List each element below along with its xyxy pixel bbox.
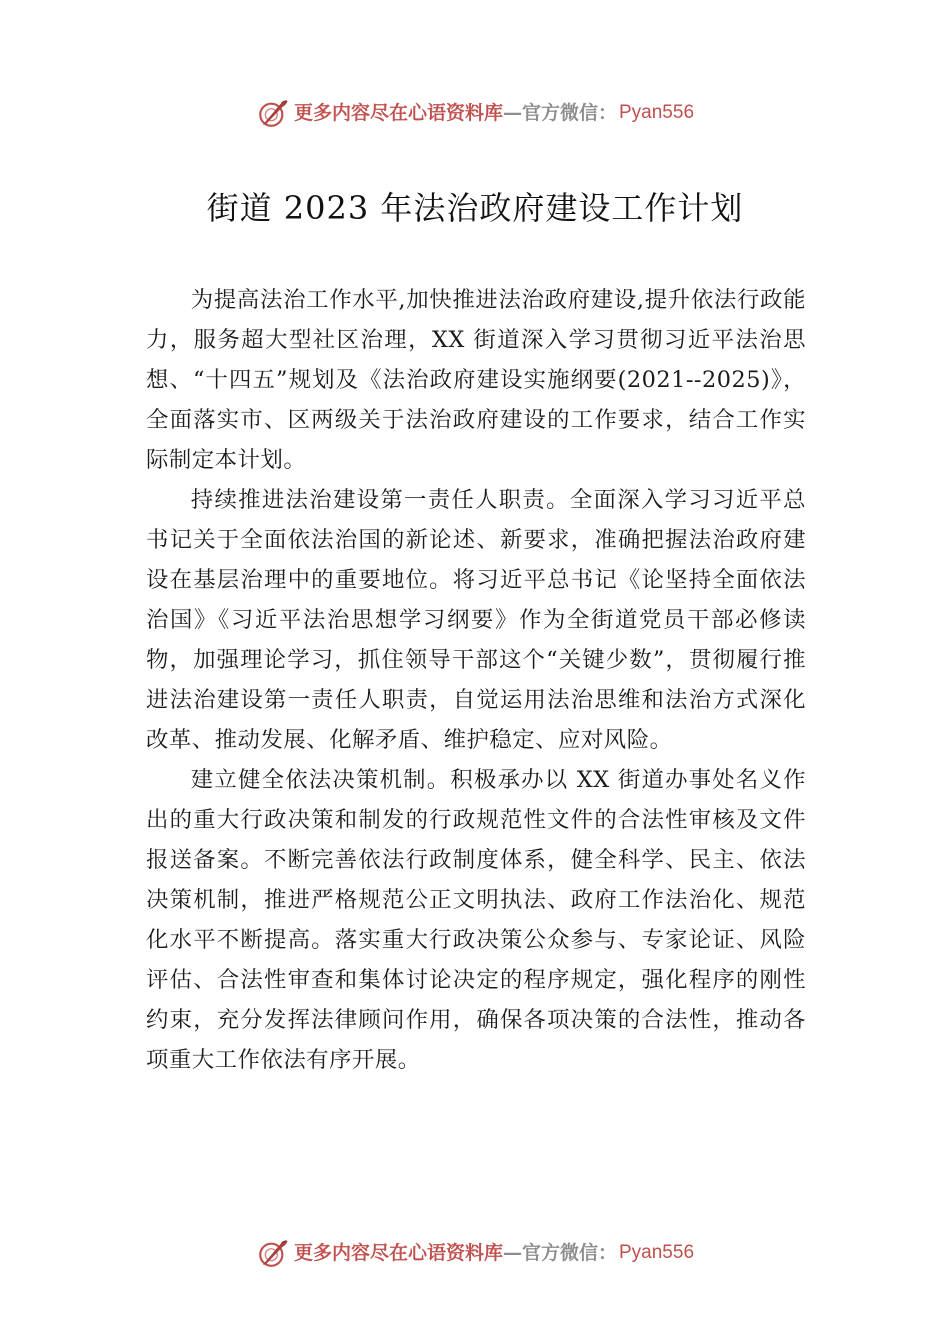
banner-wechat-id: Pyan556	[619, 1242, 695, 1263]
paragraph: 持续推进法治建设第一责任人职责。全面深入学习习近平总书记关于全面依法治国的新论述、新要求，准确把握法治政府建设在基层治理中的重要地位。将习近平总书记《论坚持全面依法治国》《习近平法治思想学习纲要》作为全街道党员干部必修读物，加强理论学习，抓住领导干部这个“关键少数”，贯彻履行推进法治建设第一责任人职责，自觉运用法治思维和法治方式深化改革、推动发展、化解矛盾、维护稳定、应对风险。	[146, 487, 806, 753]
paragraph: 为提高法治工作水平,加快推进法治政府建设,提升依法行政能力，服务超大型社区治理，XX 街道深入学习贯彻习近平法治思想、“十四五”规划及《法治政府建设实施纲要(2021--2025)》，全面落实市、区两级关于法治政府建设的工作要求，结合工作实际制定本计划。	[146, 287, 806, 473]
banner-main-text: 更多内容尽在心语资料库	[293, 102, 503, 124]
quill-pen-logo-icon	[256, 1236, 290, 1270]
quill-pen-logo-icon	[256, 96, 290, 130]
banner-separator-text: —官方微信：	[502, 1242, 617, 1264]
document-title: 街道 2023 年法治政府建设工作计划	[206, 189, 744, 227]
banner-main-text: 更多内容尽在心语资料库	[293, 1242, 503, 1264]
footer-banner	[0, 1236, 950, 1270]
paragraph: 建立健全依法决策机制。积极承办以 XX 街道办事处名义作出的重大行政决策和制发的行政规范性文件的合法性审核及文件报送备案。不断完善依法行政制度体系，健全科学、民主、依法决策机制，推进严格规范公正文明执法、政府工作法治化、规范化水平不断提高。落实重大行政决策公众参与、专家论证、风险评估、合法性审查和集体讨论决定的程序规定，强化程序的刚性约束，充分发挥法律顾问作用，确保各项决策的合法性，推动各项重大工作依法有序开展。	[146, 767, 806, 1073]
banner-wechat-id: Pyan556	[619, 102, 695, 123]
document-body	[146, 280, 806, 1080]
banner-separator-text: —官方微信：	[502, 102, 617, 124]
header-banner	[0, 96, 950, 130]
